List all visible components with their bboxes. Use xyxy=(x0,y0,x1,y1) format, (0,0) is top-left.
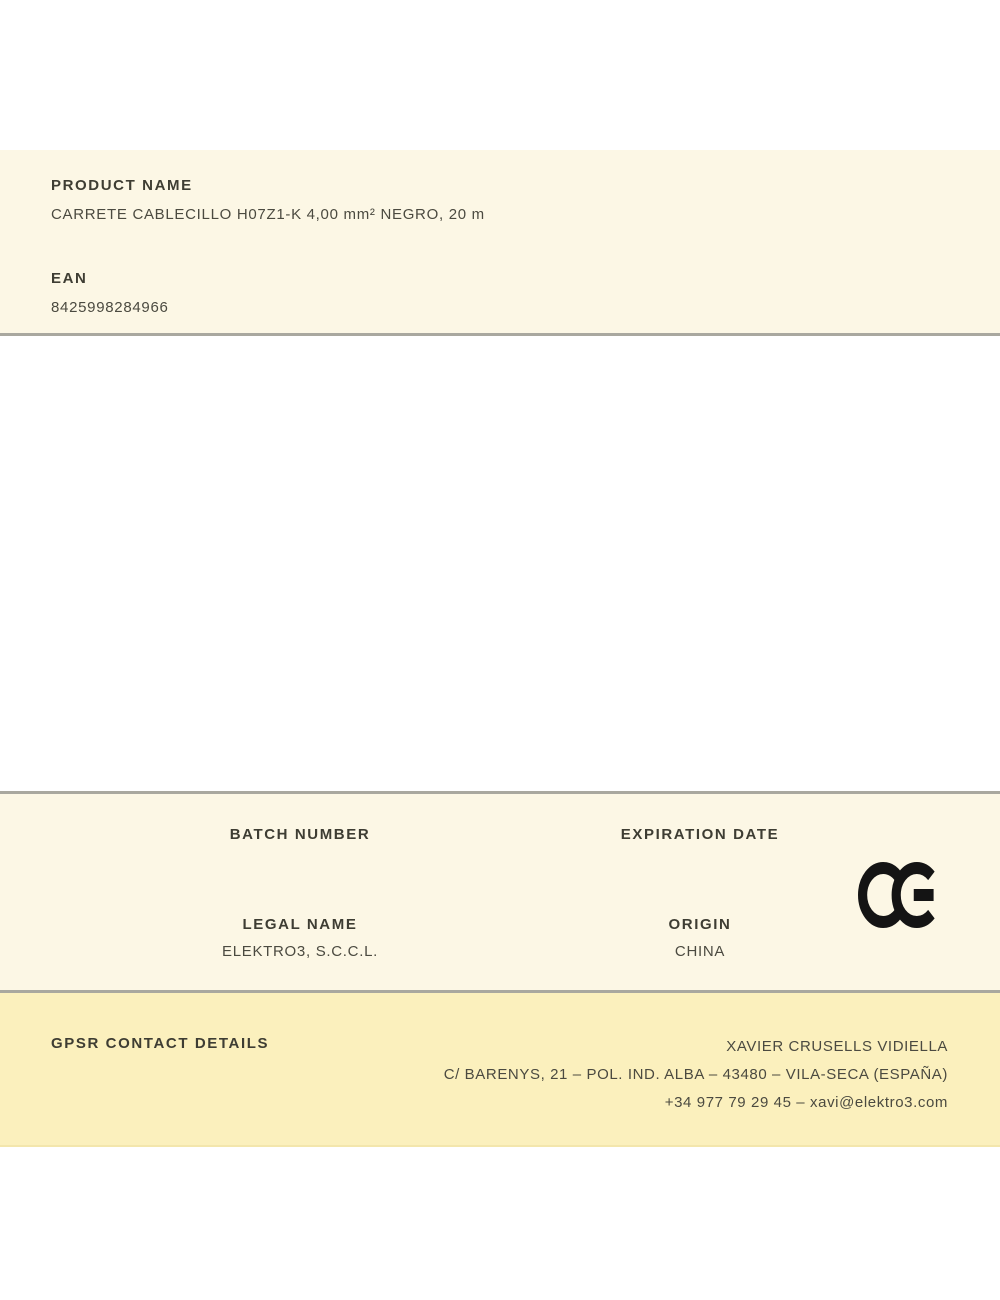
contact-person-name: XAVIER CRUSELLS VIDIELLA xyxy=(726,1038,948,1055)
details-section xyxy=(0,791,1000,993)
gpsr-contact-label: GPSR CONTACT DETAILS xyxy=(51,1035,270,1052)
ean-label: EAN xyxy=(51,270,88,287)
product-section xyxy=(0,150,1000,336)
expiration-date-label: EXPIRATION DATE xyxy=(620,826,780,843)
origin-label: ORIGIN xyxy=(668,916,732,933)
origin-value: CHINA xyxy=(674,943,726,960)
product-name-label: PRODUCT NAME xyxy=(51,177,193,194)
legal-name-field xyxy=(100,916,500,960)
gpsr-contact-block xyxy=(444,1033,948,1117)
product-name-value: CARRETE CABLECILLO H07Z1-K 4,00 mm² NEGRO, 20 m xyxy=(51,206,485,223)
contact-address: C/ BARENYS, 21 – POL. IND. ALBA – 43480 – VILA-SECA (ESPAÑA) xyxy=(443,1066,948,1083)
expiration-date-field xyxy=(500,826,900,853)
batch-number-field xyxy=(100,826,500,853)
legal-name-value: ELEKTRO3, S.C.C.L. xyxy=(222,943,378,960)
batch-number-label: BATCH NUMBER xyxy=(229,826,371,843)
contact-phone-email: +34 977 79 29 45 – xavi@elektro3.com xyxy=(664,1094,948,1111)
origin-field xyxy=(500,916,900,960)
legal-name-label: LEGAL NAME xyxy=(242,916,358,933)
ean-value: 8425998284966 xyxy=(51,299,169,316)
ce-mark-icon xyxy=(858,862,942,928)
gpsr-contact-section xyxy=(0,993,1000,1147)
